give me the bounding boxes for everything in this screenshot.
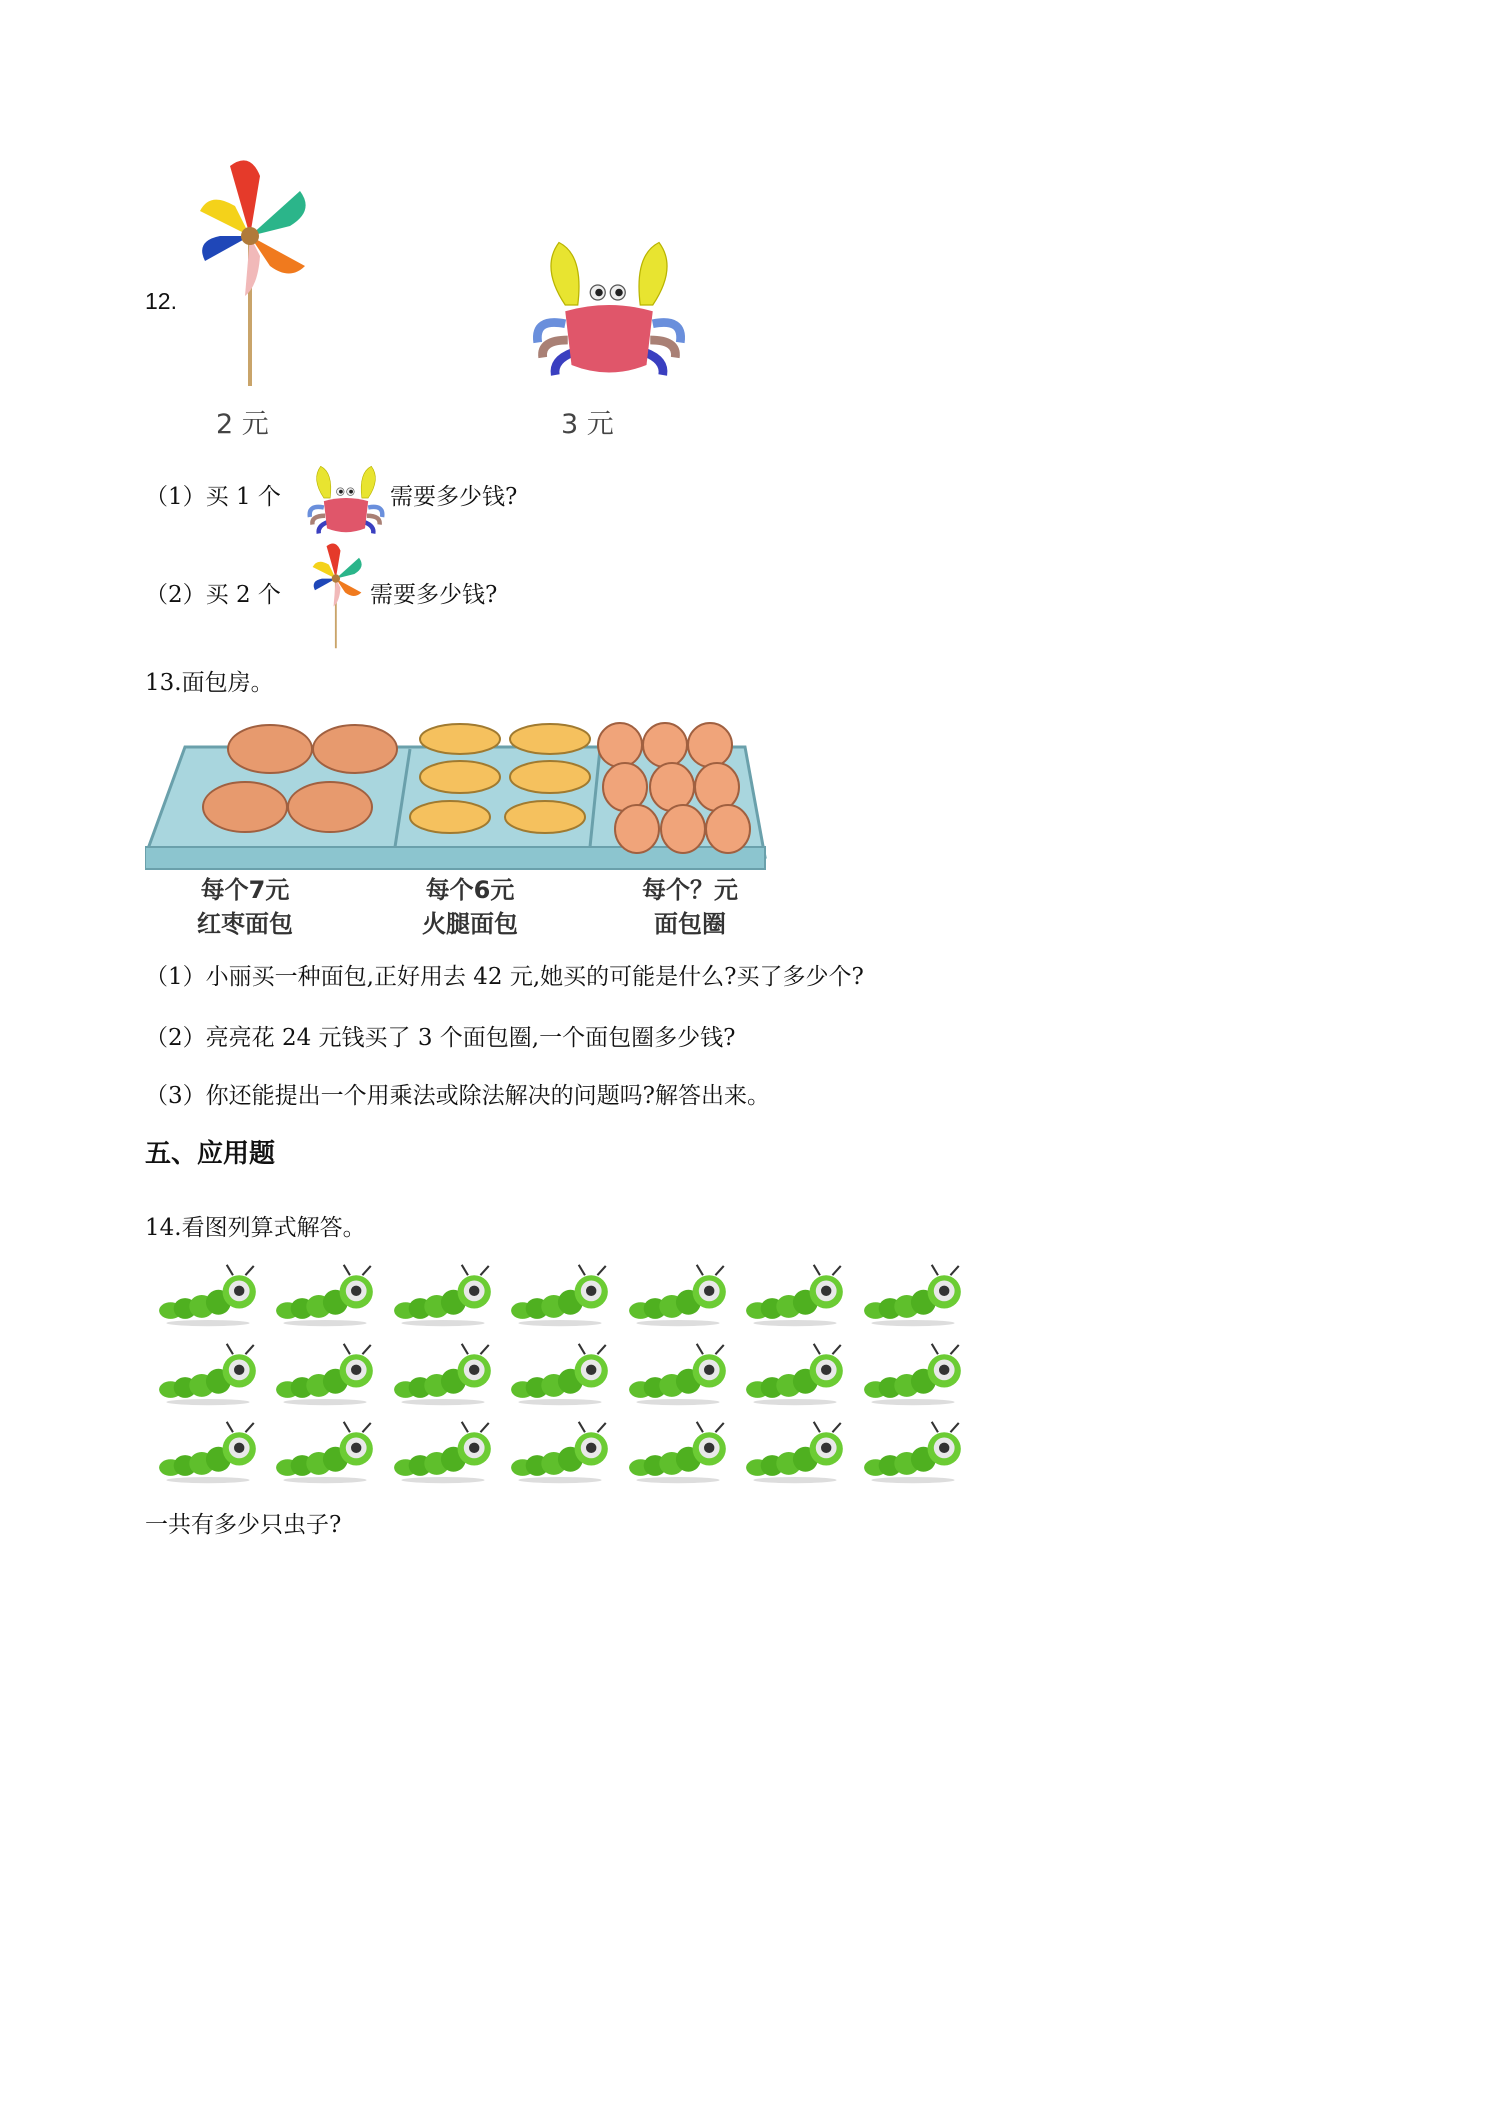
bread-name: 火腿面包 <box>422 910 518 938</box>
caterpillar-image <box>508 1341 612 1407</box>
bread-price: 每个6元 <box>425 876 515 904</box>
caterpillar-image <box>273 1341 377 1407</box>
crab-price: 3 元 <box>561 409 614 440</box>
caterpillar-image <box>743 1341 847 1407</box>
q12-sub1-suffix: 需要多少钱? <box>390 484 518 510</box>
bread-name: 面包圈 <box>654 910 726 938</box>
caterpillar-grid <box>156 1262 978 1498</box>
bread-label-2 <box>400 873 540 941</box>
q12-sub2-prefix: （2）买 2 个 <box>145 582 281 608</box>
q13-sub3: （3）你还能提出一个用乘法或除法解决的问题吗?解答出来。 <box>145 1083 770 1109</box>
bread-price: 每个7元 <box>200 876 290 904</box>
caterpillar-image <box>743 1419 847 1485</box>
bakery-tray-image <box>145 717 767 872</box>
pinwheel-image <box>190 156 315 391</box>
caterpillar-image <box>156 1262 260 1328</box>
caterpillar-image <box>508 1419 612 1485</box>
caterpillar-image <box>861 1262 965 1328</box>
q13-sub2: （2）亮亮花 24 元钱买了 3 个面包圈,一个面包圈多少钱? <box>145 1025 736 1051</box>
caterpillar-image <box>273 1419 377 1485</box>
q13-sub1: （1）小丽买一种面包,正好用去 42 元,她买的可能是什么?买了多少个? <box>145 964 864 990</box>
caterpillar-image <box>156 1341 260 1407</box>
crab-image <box>521 230 697 380</box>
caterpillar-image <box>743 1262 847 1328</box>
question-14-title: 14.看图列算式解答。 <box>145 1215 366 1241</box>
pinwheel-icon <box>308 541 366 651</box>
crab-icon <box>304 460 388 536</box>
caterpillar-image <box>626 1419 730 1485</box>
bread-price: 每个？元 <box>642 876 738 904</box>
question-12-number: 12. <box>145 288 177 314</box>
caterpillar-image <box>626 1262 730 1328</box>
q14-question: 一共有多少只虫子? <box>145 1512 342 1538</box>
caterpillar-image <box>861 1419 965 1485</box>
section-heading: 五、应用题 <box>145 1139 276 1169</box>
caterpillar-image <box>391 1341 495 1407</box>
q12-sub2-suffix: 需要多少钱? <box>370 582 498 608</box>
bread-label-1 <box>175 873 315 941</box>
q12-sub1-prefix: （1）买 1 个 <box>145 484 281 510</box>
bread-label-3 <box>620 873 760 941</box>
caterpillar-image <box>508 1262 612 1328</box>
bread-name: 红枣面包 <box>197 910 293 938</box>
caterpillar-image <box>273 1262 377 1328</box>
caterpillar-image <box>391 1262 495 1328</box>
pinwheel-price: 2 元 <box>216 409 269 440</box>
caterpillar-image <box>626 1341 730 1407</box>
caterpillar-image <box>861 1341 965 1407</box>
question-13-title: 13.面包房。 <box>145 670 274 696</box>
caterpillar-image <box>156 1419 260 1485</box>
caterpillar-image <box>391 1419 495 1485</box>
